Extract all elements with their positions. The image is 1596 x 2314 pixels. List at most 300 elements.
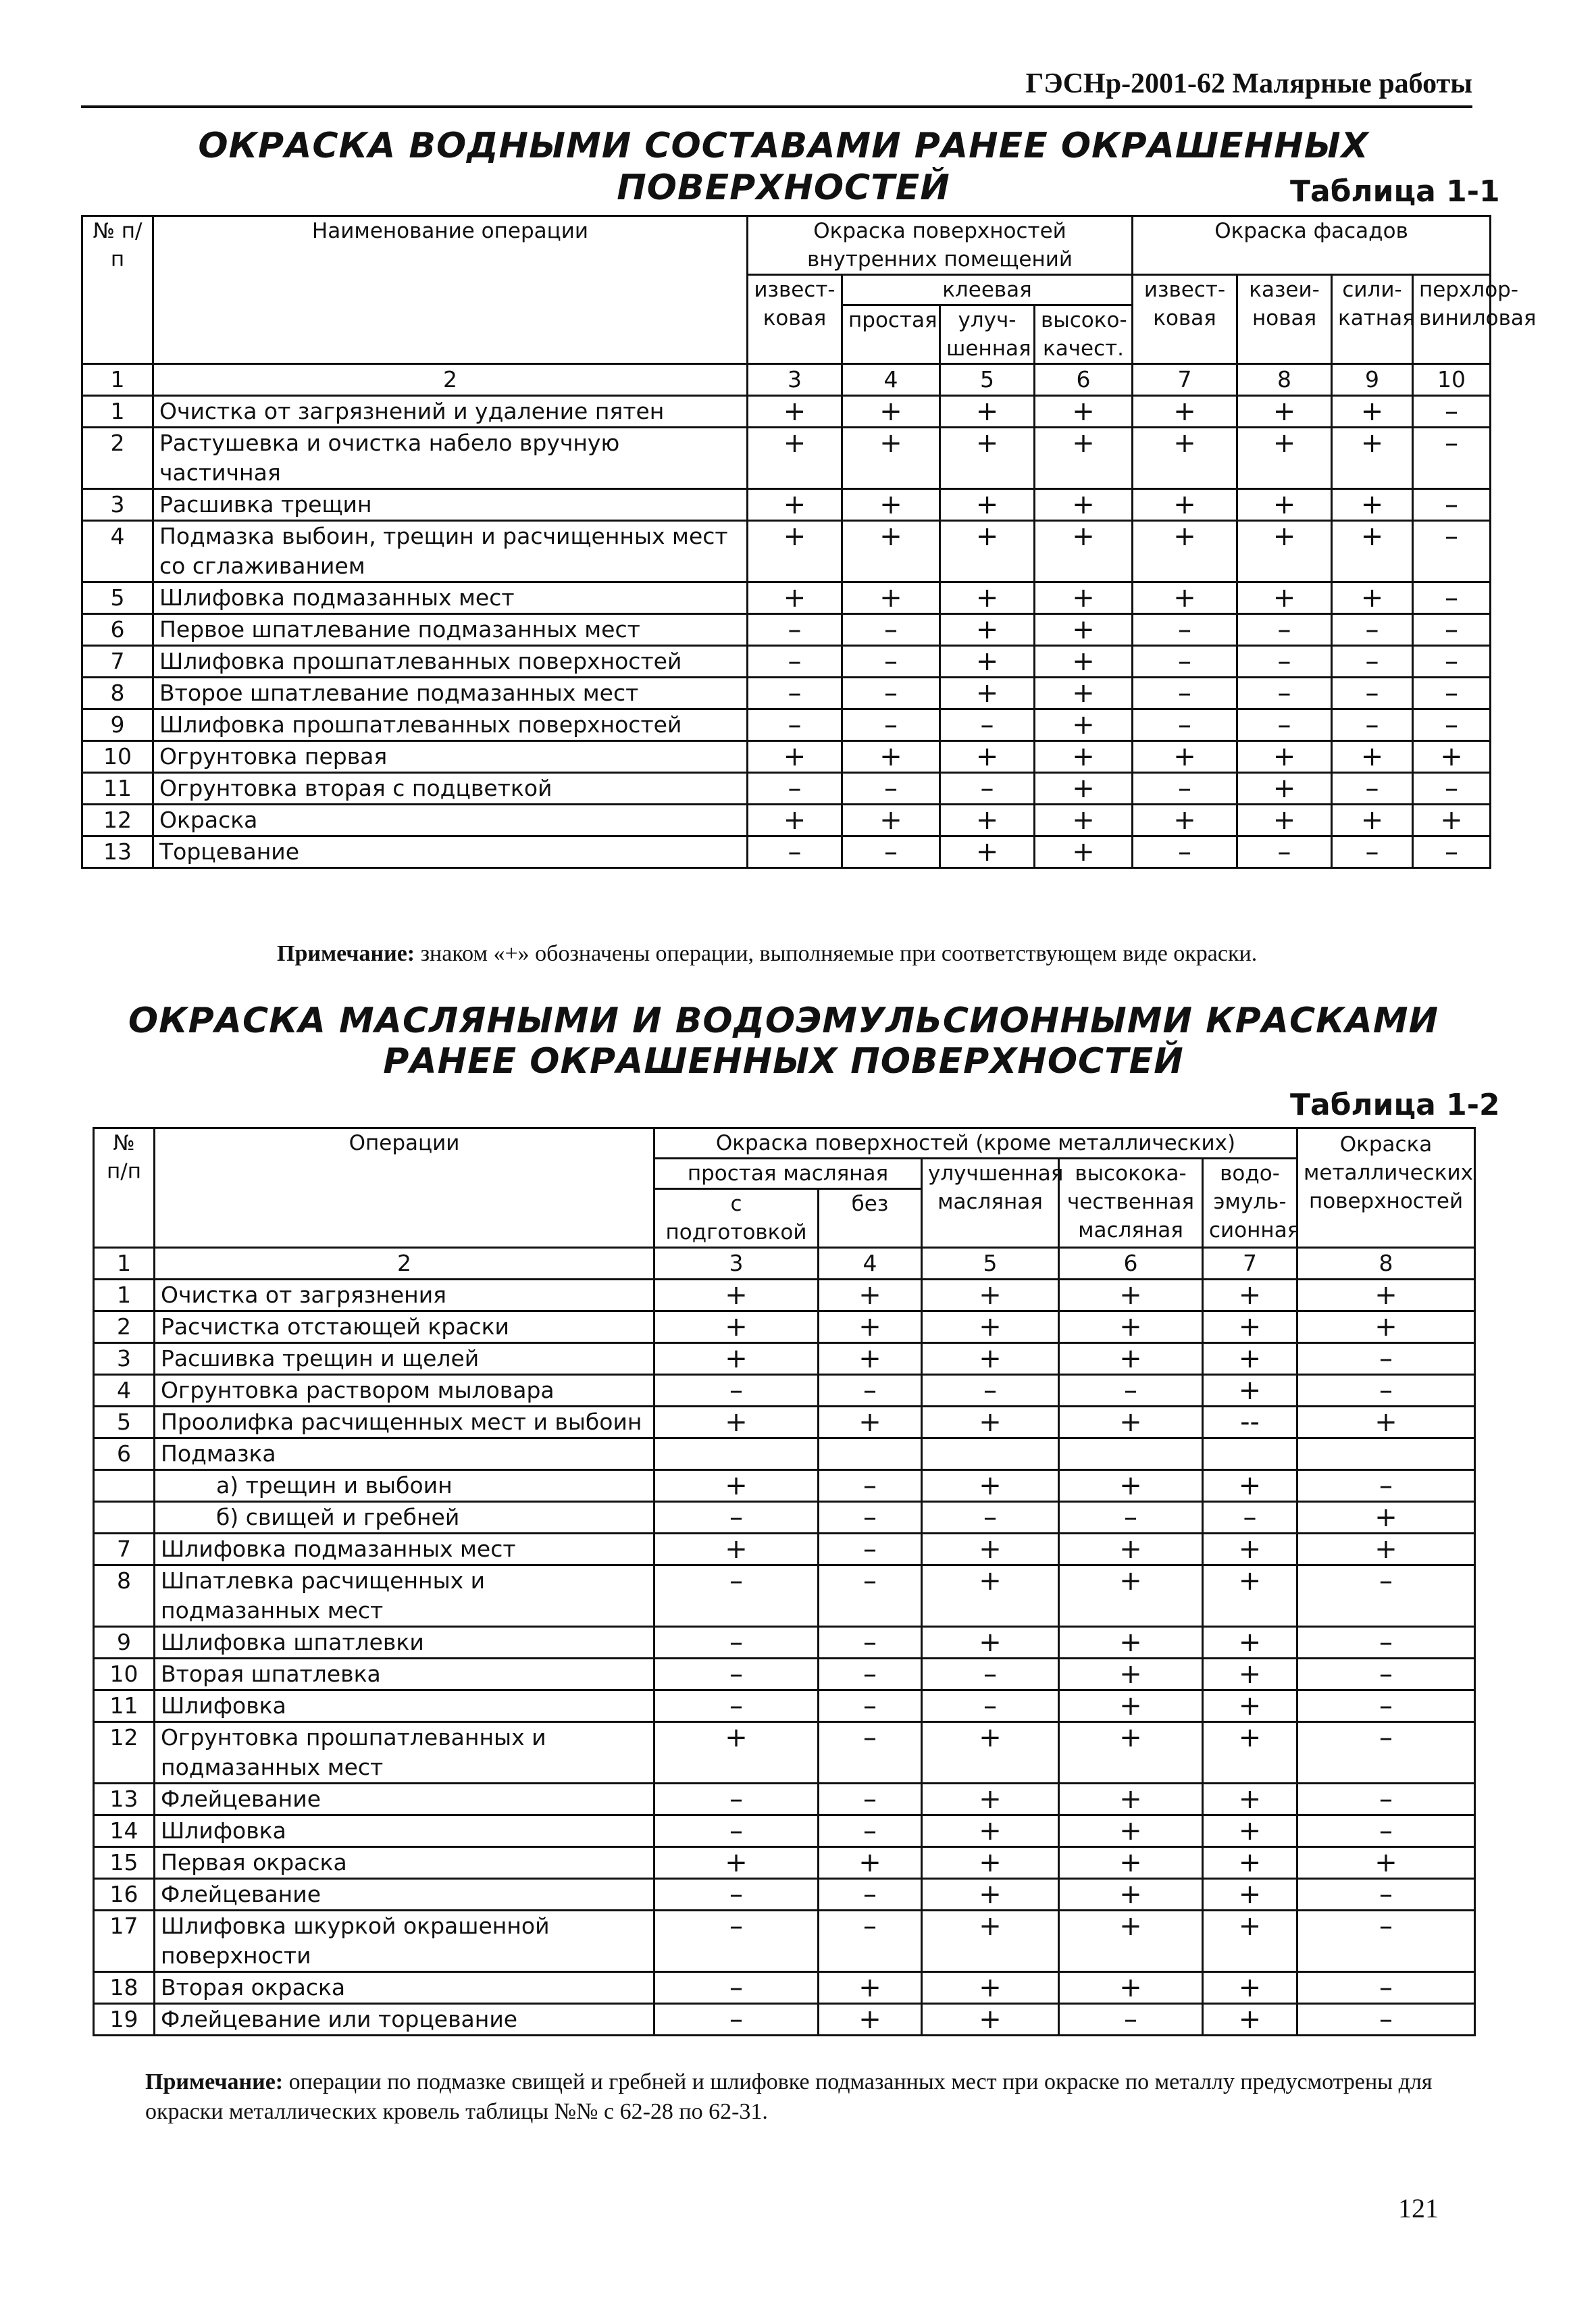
t2-mark: +: [922, 1784, 1059, 1815]
t1-mark: +: [1332, 396, 1413, 428]
t2-mark: +: [922, 1311, 1059, 1343]
t1-mark: +: [1035, 805, 1133, 836]
t2-mark: –: [1297, 1784, 1475, 1815]
t2-operation-name: Огрунтовка прошпатлеванных и подмазанных мест: [155, 1722, 654, 1784]
t1-mark: –: [1133, 614, 1237, 646]
t1-mark: +: [940, 741, 1035, 773]
t1-mark: +: [1035, 521, 1133, 582]
t1-operation-name: Торцевание: [153, 836, 748, 868]
t1-mark: –: [1413, 836, 1491, 868]
t2-mark: +: [1203, 1659, 1297, 1690]
t1-colnum: 3: [748, 364, 842, 396]
t1-mark: –: [1413, 521, 1491, 582]
t2-mark: [1297, 1438, 1475, 1470]
t2-mark: –: [654, 1375, 819, 1407]
t2-header-group-metal: Окраска металлических поверхностей: [1297, 1128, 1475, 1248]
t2-mark: +: [1203, 2004, 1297, 2036]
t2-row-number: [94, 1470, 155, 1502]
t1-mark: +: [748, 582, 842, 614]
t2-row: [94, 1627, 1475, 1659]
t2-mark: –: [1059, 1375, 1203, 1407]
t2-mark: [654, 1438, 819, 1470]
t1-colnum: 8: [1237, 364, 1332, 396]
t2-mark: –: [819, 1815, 922, 1847]
t2-row: [94, 1280, 1475, 1311]
t1-mark: +: [1237, 489, 1332, 521]
t2-mark: +: [819, 1407, 922, 1438]
table2-title-line1: ОКРАСКА МАСЛЯНЫМИ И ВОДОЭМУЛЬСИОННЫМИ КРАСКАМИ: [128, 1001, 1439, 1041]
table1-note-label: Примечание:: [277, 941, 415, 966]
t1-row-number: 9: [82, 709, 153, 741]
t1-mark: +: [940, 582, 1035, 614]
t2-mark: –: [819, 1470, 922, 1502]
t1-mark: +: [842, 521, 940, 582]
t2-mark: [922, 1438, 1059, 1470]
t1-mark: –: [1413, 678, 1491, 709]
t2-header-group-nonmetal: Окраска поверхностей (кроме металлических): [654, 1128, 1297, 1159]
t1-colnum: 1: [82, 364, 153, 396]
t1-mark: +: [748, 428, 842, 489]
t2-row-number: 1: [94, 1280, 155, 1311]
t2-mark: [819, 1438, 922, 1470]
t1-header-name: Наименование операции: [153, 216, 748, 364]
t1-mark: +: [1237, 773, 1332, 805]
table2-note: [145, 2067, 1469, 2127]
t2-header-simple: простая масляная: [654, 1159, 922, 1189]
t2-mark: [1059, 1438, 1203, 1470]
t2-row-number: 9: [94, 1627, 155, 1659]
t1-row: [82, 489, 1491, 521]
t1-mark: –: [748, 646, 842, 678]
t1-header-c5: улуч-шенная: [940, 305, 1035, 364]
t2-mark: –: [654, 1972, 819, 2004]
t1-mark: –: [1133, 773, 1237, 805]
t2-operation-name: Шлифовка шкуркой окрашенной поверхности: [155, 1911, 654, 1972]
t2-mark: +: [654, 1343, 819, 1375]
t2-row-number: 15: [94, 1847, 155, 1879]
t2-operation-name: Вторая шпатлевка: [155, 1659, 654, 1690]
t1-mark: –: [842, 836, 940, 868]
t1-mark: +: [1237, 521, 1332, 582]
table2-title-line2: РАНЕЕ ОКРАШЕННЫХ ПОВЕРХНОСТЕЙ: [383, 1041, 1184, 1082]
t1-mark: +: [748, 396, 842, 428]
t1-header-kleev: клеевая: [842, 275, 1133, 305]
t1-colnum: 5: [940, 364, 1035, 396]
t2-header-c6: высокока-чественная масляная: [1059, 1159, 1203, 1248]
t2-mark: –: [922, 1502, 1059, 1534]
t1-mark: +: [1035, 678, 1133, 709]
t2-mark: –: [819, 1690, 922, 1722]
t1-mark: –: [1332, 678, 1413, 709]
t1-row: [82, 396, 1491, 428]
t2-operation-name: Вторая окраска: [155, 1972, 654, 2004]
t2-mark: –: [654, 1815, 819, 1847]
t2-mark: +: [922, 1722, 1059, 1784]
t2-mark: +: [1297, 1847, 1475, 1879]
t2-mark: –: [922, 1659, 1059, 1690]
t2-colnum: 3: [654, 1248, 819, 1280]
t1-operation-name: Очистка от загрязнений и удаление пятен: [153, 396, 748, 428]
t1-header-c4: простая: [842, 305, 940, 364]
t1-mark: +: [748, 805, 842, 836]
t1-column-numbers: [82, 364, 1491, 396]
t2-row: [94, 1690, 1475, 1722]
t2-mark: +: [1059, 1565, 1203, 1627]
t1-mark: –: [1332, 614, 1413, 646]
t1-mark: –: [1413, 489, 1491, 521]
t2-row-number: 7: [94, 1534, 155, 1565]
t2-row: [94, 1343, 1475, 1375]
t1-mark: +: [1332, 805, 1413, 836]
t2-colnum: 4: [819, 1248, 922, 1280]
t1-header-c8: казеи-новая: [1237, 275, 1332, 364]
t1-mark: +: [1035, 646, 1133, 678]
t1-row-number: 6: [82, 614, 153, 646]
t2-operation-name: Шлифовка шпатлевки: [155, 1627, 654, 1659]
t1-mark: –: [1332, 773, 1413, 805]
t2-operation-name: Шлифовка: [155, 1690, 654, 1722]
t2-mark: +: [922, 1407, 1059, 1438]
t2-mark: –: [654, 1565, 819, 1627]
t2-mark: +: [922, 1879, 1059, 1911]
t2-mark: +: [1203, 1534, 1297, 1565]
t2-mark: +: [1297, 1502, 1475, 1534]
t1-mark: +: [1133, 582, 1237, 614]
t1-mark: +: [1035, 428, 1133, 489]
t2-mark: –: [1297, 1911, 1475, 1972]
t2-operation-name: Расшивка трещин и щелей: [155, 1343, 654, 1375]
t2-mark: +: [1059, 1659, 1203, 1690]
t1-operation-name: Шлифовка подмазанных мест: [153, 582, 748, 614]
t2-mark: +: [1059, 1627, 1203, 1659]
t1-mark: +: [940, 428, 1035, 489]
t1-mark: +: [940, 678, 1035, 709]
t2-mark: –: [654, 1784, 819, 1815]
t2-mark: +: [922, 1280, 1059, 1311]
t1-mark: –: [1413, 646, 1491, 678]
t2-mark: –: [1297, 1722, 1475, 1784]
t2-mark: –: [1297, 1659, 1475, 1690]
t2-mark: –: [654, 1659, 819, 1690]
t1-mark: +: [1035, 489, 1133, 521]
t2-mark: –: [654, 1627, 819, 1659]
t2-mark: +: [922, 1972, 1059, 2004]
t2-mark: +: [1203, 1690, 1297, 1722]
t2-mark: –: [819, 1659, 922, 1690]
t2-mark: –: [1297, 1375, 1475, 1407]
t2-mark: +: [1203, 1343, 1297, 1375]
t1-mark: –: [1413, 614, 1491, 646]
t2-mark: +: [819, 2004, 922, 2036]
t2-mark: +: [922, 1911, 1059, 1972]
t1-mark: +: [748, 521, 842, 582]
t2-colnum: 7: [1203, 1248, 1297, 1280]
t1-row-number: 8: [82, 678, 153, 709]
t2-operation-name: Шпатлевка расчищенных и подмазанных мест: [155, 1565, 654, 1627]
t2-mark: –: [654, 1502, 819, 1534]
t1-operation-name: Растушевка и очистка набело вручную частичная: [153, 428, 748, 489]
t1-mark: +: [1133, 741, 1237, 773]
t2-mark: +: [1203, 1815, 1297, 1847]
table1-note: [277, 939, 1493, 969]
t1-row-number: 2: [82, 428, 153, 489]
t2-mark: +: [654, 1470, 819, 1502]
t2-mark: +: [1203, 1784, 1297, 1815]
t2-mark: –: [654, 1690, 819, 1722]
t2-operation-name: Шлифовка: [155, 1815, 654, 1847]
t2-operation-name: б) свищей и гребней: [155, 1502, 654, 1534]
t1-mark: +: [748, 741, 842, 773]
t1-mark: –: [748, 836, 842, 868]
t2-row: [94, 1972, 1475, 2004]
t1-mark: –: [940, 773, 1035, 805]
t2-mark: +: [1059, 1534, 1203, 1565]
t2-row-number: [94, 1502, 155, 1534]
t2-header-c3: с подготовкой: [654, 1189, 819, 1248]
t1-mark: –: [842, 646, 940, 678]
t1-row: [82, 428, 1491, 489]
t2-column-numbers: [94, 1248, 1475, 1280]
t2-mark: +: [1059, 1690, 1203, 1722]
t1-mark: –: [1237, 709, 1332, 741]
t2-mark: +: [1059, 1343, 1203, 1375]
t2-row-number: 12: [94, 1722, 155, 1784]
t1-header-c10: перхлор-виниловая: [1413, 275, 1491, 364]
t1-mark: –: [842, 614, 940, 646]
t1-operation-name: Расшивка трещин: [153, 489, 748, 521]
table1: [81, 215, 1537, 869]
t2-mark: –: [1297, 1343, 1475, 1375]
t2-mark: --: [1203, 1407, 1297, 1438]
t1-row: [82, 646, 1491, 678]
t1-mark: +: [940, 521, 1035, 582]
t2-mark: +: [922, 1470, 1059, 1502]
t2-mark: –: [819, 1879, 922, 1911]
t2-mark: –: [1297, 1627, 1475, 1659]
t1-mark: +: [940, 646, 1035, 678]
t2-row-number: 10: [94, 1659, 155, 1690]
t1-mark: +: [1133, 396, 1237, 428]
t2-mark: +: [1297, 1407, 1475, 1438]
t2-mark: –: [1297, 1815, 1475, 1847]
t1-mark: +: [1035, 741, 1133, 773]
t2-mark: –: [819, 1911, 922, 1972]
t2-row-number: 13: [94, 1784, 155, 1815]
t1-row-number: 3: [82, 489, 153, 521]
t1-mark: +: [1332, 489, 1413, 521]
t2-row: [94, 1784, 1475, 1815]
t2-mark: –: [1059, 1502, 1203, 1534]
t2-mark: –: [819, 1375, 922, 1407]
t2-row-number: 2: [94, 1311, 155, 1343]
t1-mark: +: [1035, 836, 1133, 868]
t1-header-group-interior: Окраска поверхностей внутренних помещений: [748, 216, 1133, 275]
t2-row: [94, 1438, 1475, 1470]
t1-mark: +: [1237, 428, 1332, 489]
t2-mark: +: [1059, 1784, 1203, 1815]
t2-operation-name: Очистка от загрязнения: [155, 1280, 654, 1311]
table1-label: Таблица 1-1: [1290, 174, 1500, 209]
t2-row: [94, 1879, 1475, 1911]
t1-header-c7: извест-ковая: [1133, 275, 1237, 364]
t2-mark: –: [819, 1784, 922, 1815]
t2-mark: +: [1059, 1407, 1203, 1438]
t1-mark: –: [842, 678, 940, 709]
t2-mark: +: [819, 1972, 922, 2004]
t2-mark: +: [1203, 1847, 1297, 1879]
t1-row: [82, 805, 1491, 836]
t1-colnum: 9: [1332, 364, 1413, 396]
t1-mark: +: [940, 805, 1035, 836]
t2-mark: +: [1059, 1879, 1203, 1911]
t1-mark: –: [748, 614, 842, 646]
t1-mark: –: [1237, 614, 1332, 646]
t1-mark: –: [1133, 709, 1237, 741]
t2-mark: –: [922, 1690, 1059, 1722]
t2-mark: –: [1297, 1972, 1475, 2004]
t1-mark: +: [842, 582, 940, 614]
t2-row: [94, 2004, 1475, 2036]
t1-operation-name: Шлифовка прошпатлеванных поверхностей: [153, 646, 748, 678]
page-number: 121: [1398, 2193, 1439, 2223]
t2-mark: –: [1297, 1690, 1475, 1722]
t2-mark: –: [819, 1534, 922, 1565]
t2-header-c7: водо-эмуль-сионная: [1203, 1159, 1297, 1248]
t1-mark: +: [1332, 521, 1413, 582]
t2-mark: –: [1059, 2004, 1203, 2036]
t1-mark: –: [1332, 709, 1413, 741]
t1-mark: +: [1133, 521, 1237, 582]
t2-row: [94, 1847, 1475, 1879]
t2-mark: –: [654, 1879, 819, 1911]
t1-mark: +: [940, 836, 1035, 868]
t2-mark: +: [819, 1847, 922, 1879]
t1-mark: +: [1035, 582, 1133, 614]
t1-mark: –: [1413, 709, 1491, 741]
t2-colnum: 6: [1059, 1248, 1203, 1280]
t2-mark: +: [1059, 1311, 1203, 1343]
t2-header-c4: без: [819, 1189, 922, 1248]
t2-operation-name: Первая окраска: [155, 1847, 654, 1879]
t1-header-c6: высоко-качест.: [1035, 305, 1133, 364]
t2-mark: +: [654, 1722, 819, 1784]
t1-row-number: 1: [82, 396, 153, 428]
t2-row-number: 4: [94, 1375, 155, 1407]
t1-row: [82, 678, 1491, 709]
t2-mark: +: [1203, 1375, 1297, 1407]
t2-row: [94, 1311, 1475, 1343]
t2-mark: +: [1297, 1534, 1475, 1565]
t1-row: [82, 741, 1491, 773]
t1-mark: –: [1413, 428, 1491, 489]
t2-mark: +: [654, 1280, 819, 1311]
t1-mark: +: [1035, 614, 1133, 646]
t2-header-c5: улучшенная масляная: [922, 1159, 1059, 1248]
t2-mark: +: [922, 2004, 1059, 2036]
t2-mark: +: [1059, 1280, 1203, 1311]
t1-row-number: 13: [82, 836, 153, 868]
t2-mark: +: [654, 1311, 819, 1343]
t1-mark: +: [1413, 805, 1491, 836]
table2-note-label: Примечание:: [145, 2069, 284, 2094]
t2-mark: +: [654, 1847, 819, 1879]
t2-mark: +: [1203, 1911, 1297, 1972]
t2-operation-name: Флейцевание: [155, 1879, 654, 1911]
t1-header-c3: извест-ковая: [748, 275, 842, 364]
t1-row-number: 5: [82, 582, 153, 614]
t1-mark: –: [842, 773, 940, 805]
t1-mark: +: [842, 428, 940, 489]
t1-row: [82, 773, 1491, 805]
t1-mark: +: [842, 396, 940, 428]
t1-colnum: 4: [842, 364, 940, 396]
t2-mark: –: [819, 1627, 922, 1659]
t1-operation-name: Подмазка выбоин, трещин и расчищенных мест со сглаживанием: [153, 521, 748, 582]
t1-row-number: 11: [82, 773, 153, 805]
t2-row-number: 8: [94, 1565, 155, 1627]
t1-row-number: 10: [82, 741, 153, 773]
t1-mark: +: [1133, 489, 1237, 521]
t2-row-number: 11: [94, 1690, 155, 1722]
t2-mark: +: [922, 1534, 1059, 1565]
t2-operation-name: Расчистка отстающей краски: [155, 1311, 654, 1343]
t2-mark: +: [1203, 1311, 1297, 1343]
t2-operation-name: Огрунтовка раствором мыловара: [155, 1375, 654, 1407]
t2-mark: +: [1059, 1722, 1203, 1784]
t2-mark: +: [1059, 1911, 1203, 1972]
t2-row: [94, 1375, 1475, 1407]
t1-operation-name: Первое шпатлевание подмазанных мест: [153, 614, 748, 646]
t1-mark: –: [1133, 836, 1237, 868]
t1-mark: –: [1332, 646, 1413, 678]
t2-row-number: 14: [94, 1815, 155, 1847]
t2-mark: –: [819, 1722, 922, 1784]
t2-row-number: 16: [94, 1879, 155, 1911]
t2-mark: +: [819, 1311, 922, 1343]
t2-operation-name: Подмазка: [155, 1438, 654, 1470]
t2-mark: –: [819, 1502, 922, 1534]
t2-mark: +: [1059, 1470, 1203, 1502]
t1-row: [82, 521, 1491, 582]
t1-mark: +: [842, 489, 940, 521]
t2-row-number: 6: [94, 1438, 155, 1470]
t2-mark: +: [922, 1847, 1059, 1879]
t1-mark: +: [1035, 773, 1133, 805]
t1-mark: +: [1035, 396, 1133, 428]
t2-row-number: 17: [94, 1911, 155, 1972]
t2-mark: +: [1059, 1972, 1203, 2004]
t1-header-c9: сили-катная: [1332, 275, 1413, 364]
t2-mark: +: [819, 1280, 922, 1311]
t2-header-num: № п/п: [94, 1128, 155, 1248]
t2-row: [94, 1407, 1475, 1438]
t1-mark: +: [842, 805, 940, 836]
t1-mark: –: [1237, 836, 1332, 868]
t2-mark: +: [922, 1343, 1059, 1375]
t1-mark: +: [842, 741, 940, 773]
t1-mark: +: [940, 396, 1035, 428]
t2-row: [94, 1815, 1475, 1847]
t2-mark: –: [654, 1911, 819, 1972]
t2-operation-name: Флейцевание или торцевание: [155, 2004, 654, 2036]
table1-note-text: знаком «+» обозначены операции, выполняемые при соответствующем виде окраски.: [415, 941, 1258, 966]
t1-operation-name: Окраска: [153, 805, 748, 836]
t2-mark: +: [1203, 1879, 1297, 1911]
t2-row: [94, 1534, 1475, 1565]
t2-operation-name: а) трещин и выбоин: [155, 1470, 654, 1502]
t2-colnum: 2: [155, 1248, 654, 1280]
table2: [93, 1127, 1476, 2036]
